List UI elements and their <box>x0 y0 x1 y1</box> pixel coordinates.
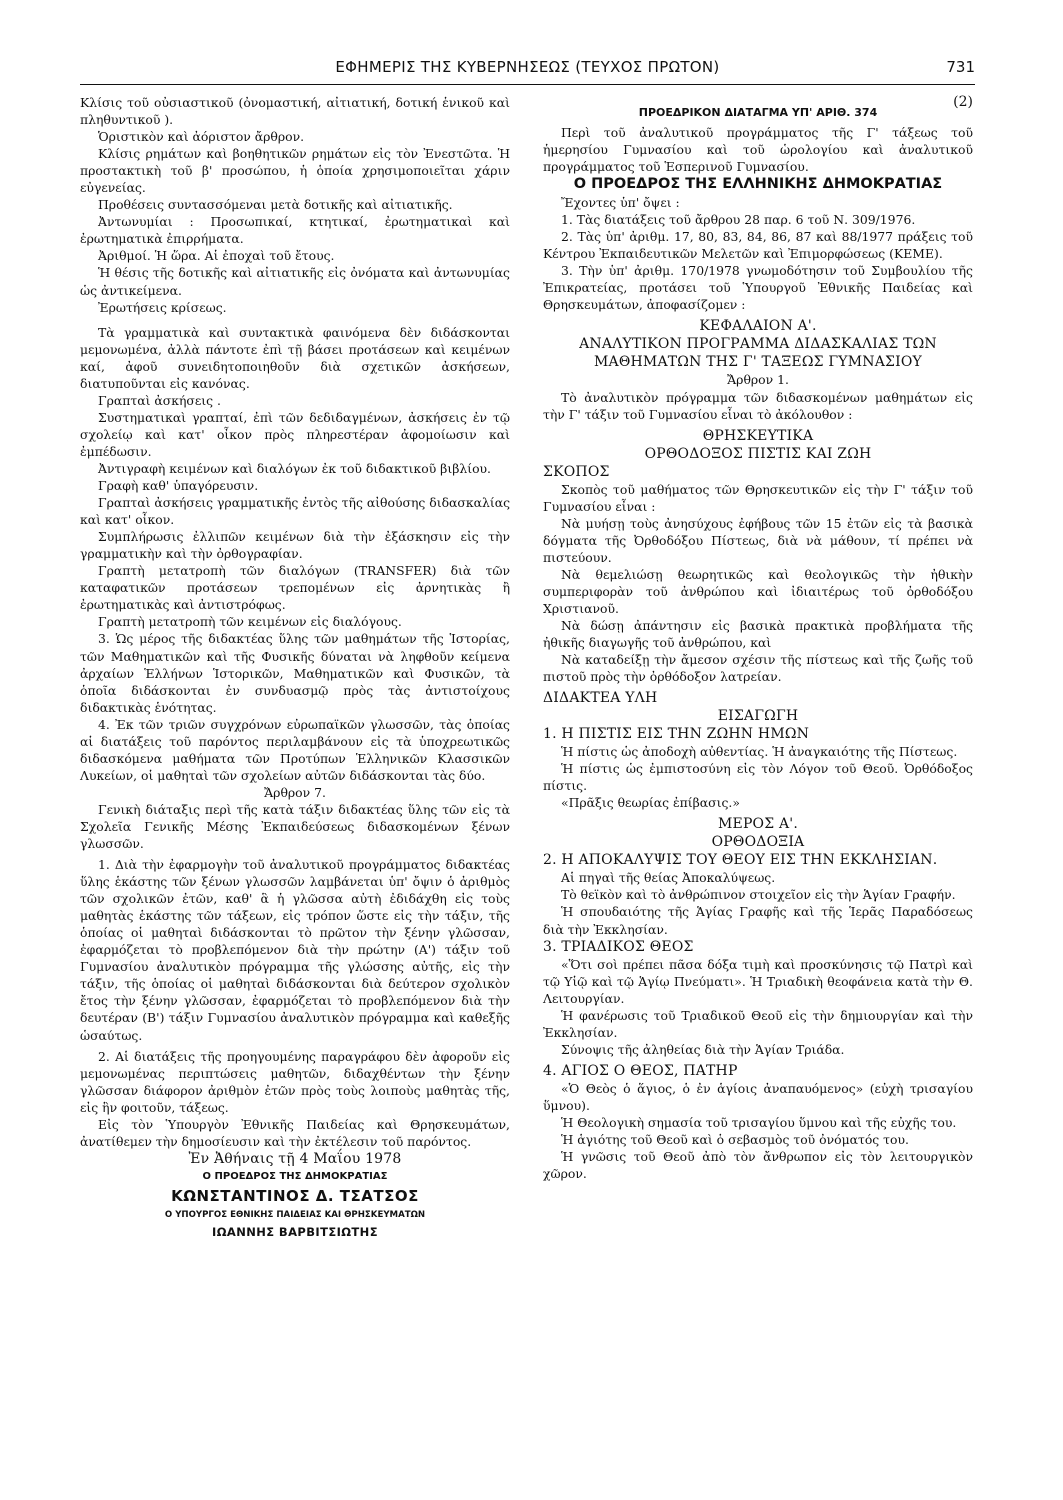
article-heading: Ἄρθρον 7. <box>264 784 326 800</box>
paragraph: Τὰ γραμματικὰ καὶ συντακτικὰ φαινόμενα δὲν διδάσκονται μεμονωμένα, ἀλλὰ πάντοτε ἐπὶ τῇ βάσει προτάσεων καὶ κειμένων καί, ἀφοῦ συνειδητοποιηθοῦν διὰ σχετικῶν ἀσκήσεων, διατυποῦνται εἰς κανόνας. <box>80 324 510 391</box>
page-number: 731 <box>946 58 975 76</box>
text-line: Ἡ πίστις ὡς ἀποδοχὴ αὐθεντίας. Ἡ ἀναγκαιότης τῆς Πίστεως. <box>561 744 958 760</box>
paragraph: Συστηματικαὶ γραπταί, ἐπὶ τῶν δεδιδαγμένων, ἀσκήσεις ἐν τῷ σχολείῳ καὶ κατ' οἶκον πρὸς πληρεστέραν ἀφομοίωσιν καὶ ἐμπέδωσιν. <box>80 409 510 459</box>
place-date: Ἐν Ἀθήναις τῇ 4 Μαΐου 1978 <box>188 1150 402 1167</box>
signatory-name: ΙΩΑΝΝΗΣ ΒΑΡΒΙΤΣΙΩΤΗΣ <box>212 1224 378 1239</box>
list-item: Νὰ μυήσῃ τοὺς ἀνησύχους ἐφήβους τῶν 15 ἐτῶν εἰς τὰ βασικὰ δόγματα τῆς Ὀρθοδόξου Πίστεως, διὰ νὰ μάθουν, τί πρέπει νὰ πιστεύουν. <box>543 515 973 565</box>
list-item: Νὰ καταδείξῃ τὴν ἄμεσον σχέσιν τῆς πίστεως καὶ τῆς ζωῆς τοῦ πιστοῦ πρὸς τὴν ὀρθόδοξον λατρείαν. <box>543 652 973 685</box>
subject-heading: ΘΡΗΣΚΕΥΤΙΚΑ <box>702 427 814 444</box>
chapter-heading: ΚΕΦΑΛΑΙΟΝ Α'. <box>699 318 817 335</box>
section-heading: 4. ΑΓΙΟΣ Ο ΘΕΟΣ, ΠΑΤΗΡ <box>543 1062 738 1079</box>
list-item: Νὰ δώσῃ ἀπάντησιν εἰς βασικὰ πρακτικὰ προβλήματα τῆς ἠθικῆς διαγωγῆς τοῦ ἀνθρώπου, καὶ <box>543 617 973 651</box>
signatory-title: Ο ΠΡΟΕΔΡΟΣ ΤΗΣ ΔΗΜΟΚΡΑΤΙΑΣ <box>202 1170 388 1182</box>
text-line: Σύνοψις τῆς ἀληθείας διὰ τὴν Ἁγίαν Τριάδα. <box>561 1041 845 1057</box>
paragraph: Ἀντιγραφὴ κειμένων καὶ διαλόγων ἐκ τοῦ διδακτικοῦ βιβλίου. <box>98 460 491 476</box>
text-line: Τὸ θεϊκὸν καὶ τὸ ἀνθρώπινον στοιχεῖον εἰς τὴν Ἁγίαν Γραφήν. <box>561 887 956 903</box>
signatory-name: ΚΩΝΣΤΑΝΤΙΝΟΣ Δ. ΤΣΑΤΣΟΣ <box>171 1186 419 1205</box>
decree-title: ΠΡΟΕΔΡΙΚΟΝ ΔΙΑΤΑΓΜΑ ΥΠ' ΑΡΙΘ. 374 <box>638 106 878 119</box>
paragraph: 3. Ὡς μέρος τῆς διδακτέας ὕλης τῶν μαθημάτων τῆς Ἱστορίας, τῶν Μαθηματικῶν καὶ τῆς Φυσικῆς δύναται νὰ ληφθοῦν κείμενα ἀρχαίων Ἑλλήνων Ἱστορικῶν, Μαθηματικῶν καὶ Φυσικῶν, τὰ ὁποῖα διδάσκονται ἐν συνδυασμῷ πρὸς τὰς ἀντιστοίχους διδακτικὰς ἑνότητας. <box>80 631 510 715</box>
paragraph: Εἰς τὸν Ὑπουργὸν Ἐθνικῆς Παιδείας καὶ Θρησκευμάτων, ἀνατίθεμεν τὴν δημοσίευσιν καὶ τὴν ἐκτέλεσιν τοῦ παρόντος. <box>80 1116 510 1149</box>
section-heading: 1. Η ΠΙΣΤΙΣ ΕΙΣ ΤΗΝ ΖΩΗΝ ΗΜΩΝ <box>543 726 810 743</box>
text-line: Ἡ Θεολογικὴ σημασία τοῦ τρισαγίου ὕμνου καὶ τῆς εὐχῆς του. <box>561 1114 957 1130</box>
text-line: Ἡ φανέρωσις τοῦ Τριαδικοῦ Θεοῦ εἰς τὴν δημιουργίαν καὶ τὴν Ἐκκλησίαν. <box>543 1007 973 1040</box>
paragraph: Γραπταὶ ἀσκήσεις γραμματικῆς ἐντὸς τῆς αἰθούσης διδασκαλίας καὶ κατ' οἶκον. <box>80 495 511 528</box>
paragraph: Γενικὴ διάταξις περὶ τῆς κατὰ τάξιν διδακτέας ὕλης τῶν εἰς τὰ Σχολεῖα Γενικῆς Μέσης Ἐκπαιδεύσεως διδασκομένων ξένων γλωσσῶν. <box>80 801 510 852</box>
paragraph: 4. Ἐκ τῶν τριῶν συγχρόνων εὐρωπαϊκῶν γλωσσῶν, τὰς ὁποίας αἱ διατάξεις τοῦ παρόντος περιλαμβάνουν εἰς τὰ ὑποχρεωτικῶς διδασκόμενα μαθήματα τῶν Προτύπων Ἑλληνικῶν Κλασσικῶν Λυκείων, οἱ μαθηταὶ τῶν σχολείων αὐτῶν διδάσκονται τὰς δύο. <box>80 716 510 783</box>
subject-subheading: ΟΡΘΟΔΟΞΟΣ ΠΙΣΤΙΣ ΚΑΙ ΖΩΗ <box>644 445 872 462</box>
paragraph: Γραπτὴ μετατροπὴ τῶν κειμένων εἰς διαλόγους. <box>98 614 402 630</box>
decree-number: (2) <box>953 94 973 110</box>
decree-subject: Περὶ τοῦ ἀναλυτικοῦ προγράμματος τῆς Γ' τάξεως τοῦ ἡμερησίου Γυμνασίου καὶ τοῦ ὡρολογίου καὶ ἀναλυτικοῦ προγράμματος τοῦ Ἑσπερινοῦ Γυμνασίου. <box>543 125 973 175</box>
section-heading: 2. Η ΑΠΟΚΑΛΥΨΙΣ ΤΟΥ ΘΕΟΥ ΕΙΣ ΤΗΝ ΕΚΚΛΗΣΙΑΝ. <box>543 852 938 869</box>
list-item: 3. Τὴν ὑπ' ἀριθμ. 170/1978 γνωμοδότησιν τοῦ Συμβουλίου τῆς Ἐπικρατείας, προτάσει τοῦ Ὑπουργοῦ Ἐθνικῆς Παιδείας καὶ Θρησκευμάτων, ἀποφασίζομεν : <box>543 263 973 313</box>
text-line: Κλίσις ρημάτων καὶ βοηθητικῶν ρημάτων εἰς τὸν Ἐνεστῶτα. Ἡ προστακτικὴ τοῦ β' προσώπου, ἡ ὁποία χρησιμοποιεῖται χάριν εὐγενείας. <box>80 146 510 196</box>
list-item: 1. Τὰς διατάξεις τοῦ ἄρθρου 28 παρ. 6 τοῦ Ν. 309/1976. <box>561 212 916 228</box>
chapter-title: ΑΝΑΛΥΤΙΚΟΝ ΠΡΟΓΡΑΜΜΑ ΔΙΔΑΣΚΑΛΙΑΣ ΤΩΝ ΜΑΘΗΜΑΤΩΝ ΤΗΣ Γ' ΤΑΞΕΩΣ ΓΥΜΝΑΣΙΟΥ <box>579 336 937 371</box>
text-line: Ἀντωνυμίαι : Προσωπικαί, κτητικαί, ἐρωτηματικαὶ καὶ ἐρωτηματικὰ ἐπιρρήματα. <box>80 214 510 247</box>
text-line: Ἔχοντες ὑπ' ὄψει : <box>561 195 680 211</box>
list-item: Νὰ θεμελιώσῃ θεωρητικῶς καὶ θεολογικῶς τὴν ἠθικὴν συμπεριφορὰν τοῦ ἀνθρώπου καὶ ἰδιαιτέρως τοῦ ὀρθοδόξου Χριστιανοῦ. <box>543 566 973 616</box>
page-header <box>80 58 975 85</box>
text-line: Αἱ πηγαὶ τῆς θείας Ἀποκαλύψεως. <box>561 870 776 886</box>
text-line: «Πρᾶξις θεωρίας ἐπίβασις.» <box>561 795 740 811</box>
paragraph: Γραπτὴ μετατροπὴ τῶν διαλόγων (TRANSFER) διὰ τῶν καταφατικῶν προτάσεων τρεπομένων εἰς ἀρνητικὰς ἢ ἐρωτηματικὰς καὶ ἀντιστρόφως. <box>80 563 510 613</box>
signatory-title: Ο ΥΠΟΥΡΓΟΣ ΕΘΝΙΚΗΣ ΠΑΙΔΕΙΑΣ ΚΑΙ ΘΡΗΣΚΕΥΜΑΤΩΝ <box>164 1209 426 1220</box>
part-heading: ΜΕΡΟΣ Α'. <box>717 816 798 833</box>
text-line: Ἡ σπουδαιότης τῆς Ἁγίας Γραφῆς καὶ τῆς Ἱερᾶς Παραδόσεως διὰ τὴν Ἐκκλησίαν. <box>543 904 973 937</box>
paragraph: 2. Αἱ διατάξεις τῆς προηγουμένης παραγράφου δὲν ἀφοροῦν εἰς μεμονωμένας περιπτώσεις μαθητῶν, διδαχθέντων τὴν ξένην γλῶσσαν διάφορον ἀριθμὸν ἐτῶν πρὸς τοὺς λοιποὺς μαθητὰς τῆς, εἰς ἣν φοιτοῦν, τάξεως. <box>80 1048 510 1115</box>
text-line: Ἐρωτήσεις κρίσεως. <box>98 299 227 315</box>
gazette-title: ΕΦΗΜΕΡΙΣ ΤΗΣ ΚΥΒΕΡΝΗΣΕΩΣ (ΤΕΥΧΟΣ ΠΡΩΤΟΝ) <box>335 58 720 76</box>
text-line: Ἡ γνῶσις τοῦ Θεοῦ ἀπὸ τὸν ἄνθρωπον εἰς τὸν λειτουργικὸν χῶρον. <box>543 1149 973 1182</box>
section-heading: ΕΙΣΑΓΩΓΗ <box>717 708 799 725</box>
paragraph: 1. Διὰ τὴν ἐφαρμογὴν τοῦ ἀναλυτικοῦ προγράμματος διδακτέας ὕλης ἑκάστης τῶν ξένων γλωσσῶν λαμβάνεται ὑπ' ὄψιν ὁ ἀριθμὸς τῶν σχολικῶν ἐτῶν, καθ' ἃ ἡ γλῶσσα αὐτὴ ἐδιδάχθη εἰς τοὺς μαθητὰς ἑκάστης τῶν τάξεων, εἰς τρόπον ὥστε εἰς τὴν τάξιν, τῆς ὁποίας οἱ μαθηταὶ διδάσκονται τὸ πρῶτον τὴν ξένην γλῶσσαν, ἐφαρμόζεται τὸ προβλεπόμενον διὰ τὴν πρώτην (Α') τάξιν τοῦ Γυμνασίου ἀναλυτικὸν πρόγραμμα τῆς γλώσσης αὐτῆς, εἰς τὴν τάξιν, τῆς ὁποίας οἱ μαθηταὶ διδάσκονται διὰ δεύτερον σχολικὸν ἔτος τὴν ξένην γλῶσσαν, ἐφαρμόζεται τὸ προβλεπόμενον διὰ τὴν δευτέραν (Β') τάξιν Γυμνασίου ἀναλυτικὸν πρόγραμμα καὶ καθεξῆς ὡσαύτως. <box>80 857 510 1043</box>
left-column <box>80 94 510 1241</box>
text-line: Προθέσεις συντασσόμεναι μετὰ δοτικῆς καὶ αἰτιατικῆς. <box>98 197 453 213</box>
paragraph: Γραπταὶ ἀσκήσεις . <box>98 392 221 408</box>
section-heading: 3. ΤΡΙΑΔΙΚΟΣ ΘΕΟΣ <box>543 938 694 955</box>
list-item: 2. Τὰς ὑπ' ἀριθμ. 17, 80, 83, 84, 86, 87 καὶ 88/1977 πράξεις τοῦ Κέντρου Ἐκπαιδευτικῶν Μελετῶν καὶ Ἐπιμορφώσεως (ΚΕΜΕ). <box>543 229 973 262</box>
paragraph: Γραφὴ καθ' ὑπαγόρευσιν. <box>98 478 259 494</box>
text-line: «Ὁ Θεὸς ὁ ἅγιος, ὁ ἐν ἁγίοις ἀναπαυόμενος» (εὐχὴ τρισαγίου ὕμνου). <box>543 1080 973 1113</box>
right-column <box>543 94 973 1182</box>
text-line: Ἡ θέσις τῆς δοτικῆς καὶ αἰτιατικῆς εἰς ὀνόματα καὶ ἀντωνυμίας ὡς ἀντικείμενα. <box>80 265 510 298</box>
text-line: «Ὅτι σοὶ πρέπει πᾶσα δόξα τιμὴ καὶ προσκύνησις τῷ Πατρὶ καὶ τῷ Υἱῷ καὶ τῷ Ἁγίῳ Πνεύματι». Ἡ Τριαδικὴ θεοφάνεια κατὰ τὴν Θ. Λειτουργίαν. <box>543 956 973 1006</box>
text-line: Ὁριστικὸν καὶ ἀόριστον ἄρθρον. <box>98 129 305 145</box>
paragraph: Συμπλήρωσις ἐλλιπῶν κειμένων διὰ τὴν ἐξάσκησιν εἰς τὴν γραμματικὴν καὶ τὴν ὀρθογραφίαν. <box>80 529 510 562</box>
text-line: Κλίσις τοῦ οὐσιαστικοῦ (ὀνομαστική, αἰτιατική, δοτική ἑνικοῦ καὶ πληθυντικοῦ ). <box>80 95 510 128</box>
text-line: Ἡ πίστις ὡς ἐμπιστοσύνη εἰς τὸν Λόγον τοῦ Θεοῦ. Ὀρθόδοξος πίστις. <box>543 761 973 794</box>
article-heading: Ἄρθρον 1. <box>727 372 789 388</box>
paragraph: Σκοπὸς τοῦ μαθήματος τῶν Θρησκευτικῶν εἰς τὴν Γ' τάξιν τοῦ Γυμνασίου εἶναι : <box>543 481 973 514</box>
section-heading: ΟΡΘΟΔΟΞΙΑ <box>711 834 805 851</box>
paragraph: Τὸ ἀναλυτικὸν πρόγραμμα τῶν διδασκομένων μαθημάτων εἰς τὴν Γ' τάξιν τοῦ Γυμνασίου εἶναι τὸ ἀκόλουθον : <box>543 389 973 422</box>
text-line: Ἀριθμοί. Ἡ ὥρα. Αἱ ἐποχαὶ τοῦ ἔτους. <box>98 248 335 264</box>
president-heading: Ο ΠΡΟΕΔΡΟΣ ΤΗΣ ΕΛΛΗΝΙΚΗΣ ΔΗΜΟΚΡΑΤΙΑΣ <box>573 176 943 193</box>
text-line: Ἡ ἁγιότης τοῦ Θεοῦ καὶ ὁ σεβασμὸς τοῦ ὀνόματός του. <box>561 1131 909 1147</box>
section-heading: ΔΙΔΑΚΤΕΑ ΥΛΗ <box>543 690 658 707</box>
section-heading: ΣΚΟΠΟΣ <box>543 463 610 480</box>
